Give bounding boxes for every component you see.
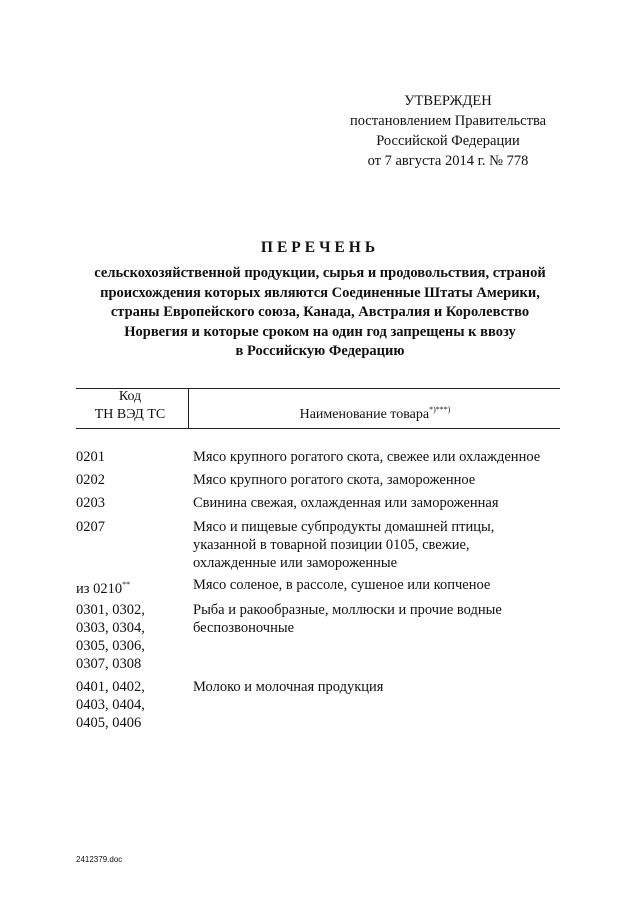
name-line: беспозвоночные: [193, 620, 295, 636]
header-name-text: Наименование товара: [299, 407, 430, 422]
subtitle-line: Норвегия и которые сроком на один год запрещены к ввозу: [124, 323, 516, 340]
code-line: 0401, 0402,: [76, 679, 145, 695]
row-name: [193, 448, 573, 466]
code-line: 0305, 0306,: [76, 638, 145, 654]
row-code: [76, 448, 186, 466]
subtitle-line: сельскохозяйственной продукции, сырья и продовольствия, страной: [94, 265, 546, 281]
name-line: Мясо и пищевые субпродукты домашней птицы,: [193, 519, 495, 535]
code-line: 0203: [76, 495, 105, 511]
name-line: Рыба и ракообразные, моллюски и прочие водные: [193, 602, 502, 618]
table-header-rule: [76, 428, 560, 429]
code-line: 0403, 0404,: [76, 697, 145, 713]
row-name: [193, 518, 573, 572]
file-reference: 2412379.doc: [76, 855, 123, 864]
approval-line-2: постановлением Правительства: [349, 113, 547, 129]
subtitle-line: происхождения которых являются Соединенные Штаты Америки,: [100, 284, 540, 301]
approval-line-4: от 7 августа 2014 г. № 778: [367, 153, 529, 169]
name-line: Мясо соленое, в рассоле, сушеное или копченое: [193, 577, 491, 593]
header-name-footnote: *)***): [429, 405, 451, 414]
subtitle-line: страны Европейского союза, Канада, Австралия и Королевство: [110, 304, 530, 320]
code-line: из 0210: [76, 581, 123, 597]
approval-block: [338, 91, 558, 171]
row-code: [76, 601, 186, 673]
header-code-line-1: Код: [118, 389, 142, 404]
code-line: 0207: [76, 519, 105, 535]
code-line: 0405, 0406: [76, 715, 142, 731]
name-line: Мясо крупного рогатого скота, свежее или охлажденное: [193, 449, 541, 465]
table-header-divider: [188, 388, 189, 428]
row-code: [76, 471, 186, 489]
header-code-line-2: ТН ВЭД ТС: [94, 407, 166, 422]
code-line: 0307, 0308: [76, 656, 142, 672]
row-name: [193, 576, 573, 594]
name-line: Молоко и молочная продукция: [193, 679, 384, 695]
row-name: [193, 471, 573, 489]
name-line: Мясо крупного рогатого скота, замороженное: [193, 472, 476, 488]
name-line: указанной в товарной позиции 0105, свежие,: [193, 537, 470, 553]
row-code: [76, 678, 186, 732]
header-name: [190, 401, 560, 424]
document-subtitle: [60, 264, 580, 362]
subtitle-line: в Российскую Федерацию: [235, 343, 405, 359]
name-line: охлажденные или замороженные: [193, 555, 398, 571]
row-code: [76, 518, 186, 536]
code-line: 0201: [76, 449, 105, 465]
header-code: [76, 388, 184, 424]
code-line: 0202: [76, 472, 105, 488]
code-footnote: **: [122, 580, 131, 589]
row-code: [76, 576, 186, 598]
row-name: [193, 601, 573, 637]
document-title: ПЕРЕЧЕНЬ: [260, 239, 380, 256]
row-name: [193, 494, 573, 512]
approval-line-3: Российской Федерации: [376, 133, 520, 149]
row-code: [76, 494, 186, 512]
approval-line-1: УТВЕРЖДЕН: [404, 93, 492, 109]
row-name: [193, 678, 573, 696]
code-line: 0301, 0302,: [76, 602, 145, 618]
name-line: Свинина свежая, охлажденная или замороженная: [193, 495, 499, 511]
code-line: 0303, 0304,: [76, 620, 145, 636]
